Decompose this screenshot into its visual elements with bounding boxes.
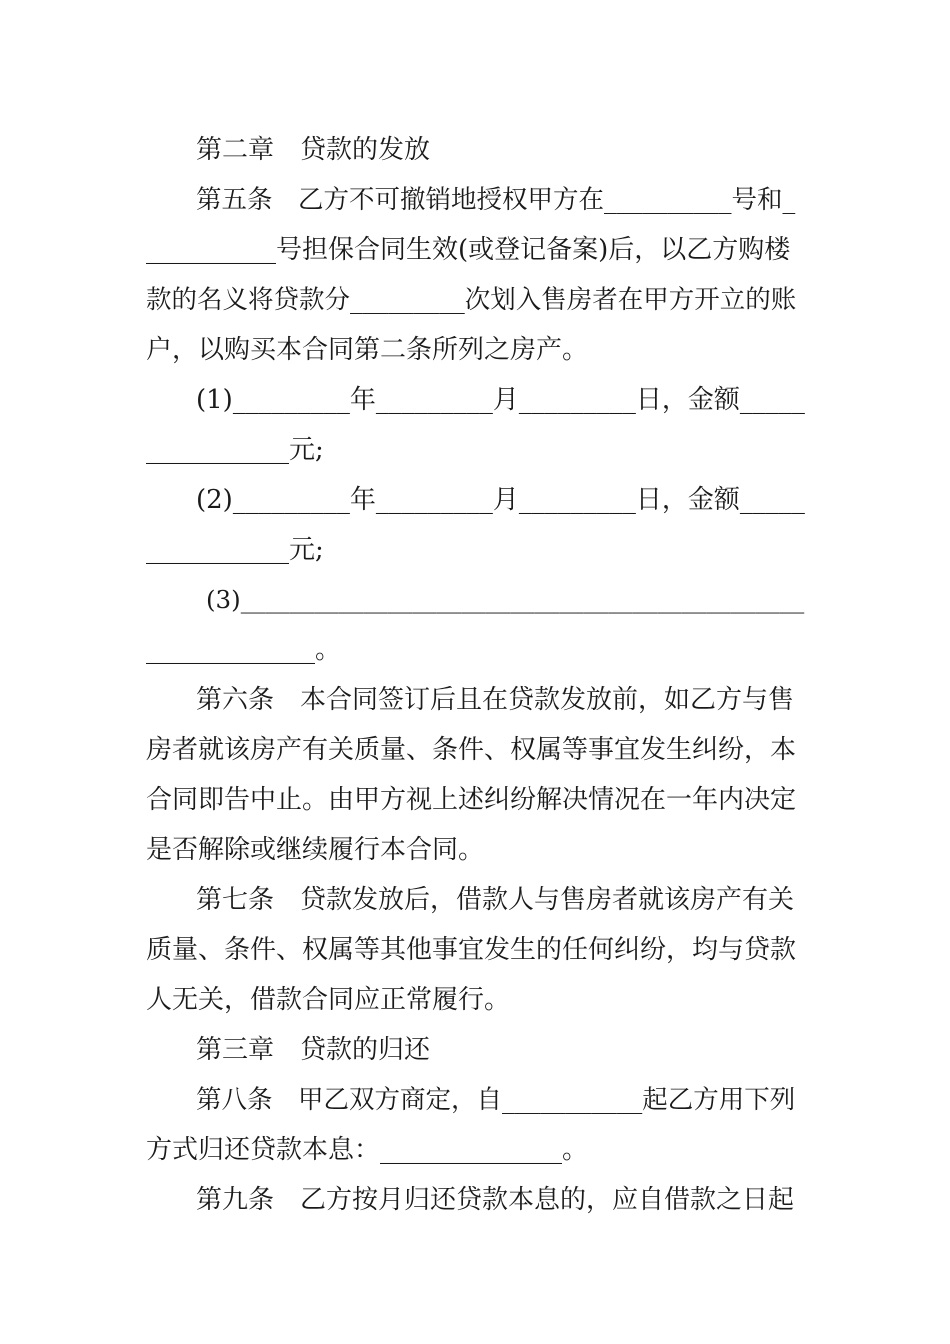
installment-3-line-1: (3)______________________________________________ <box>206 585 805 614</box>
article-6-line-2: 房者就该房产有关质量、条件、权属等事宜发生纠纷，本 <box>146 735 797 765</box>
article-5-line-2: __________号担保合同生效(或登记备案)后，以乙方购楼 <box>146 235 791 265</box>
article-7-line-3: 人无关，借款合同应正常履行。 <box>146 985 511 1015</box>
article-9-line-1: 第九条 乙方按月归还贷款本息的，应自借款之日起 <box>196 1185 795 1215</box>
chapter-3-heading: 第三章 贷款的归还 <box>196 1035 431 1065</box>
installment-2-line-1: (2)_________年_________月_________日，金额_____ <box>196 485 805 515</box>
article-5-line-4: 户，以购买本合同第二条所列之房产。 <box>146 335 589 365</box>
installment-1-line-2: ___________元; <box>146 435 324 465</box>
article-5-line-1: 第五条 乙方不可撤销地授权甲方在__________号和_ <box>196 185 796 215</box>
article-6-line-4: 是否解除或继续履行本合同。 <box>146 835 485 865</box>
article-8-line-1: 第八条 甲乙双方商定，自___________起乙方用下列 <box>196 1085 796 1115</box>
article-5-line-3: 款的名义将贷款分_________次划入售房者在甲方开立的账 <box>146 285 797 315</box>
article-8-line-2: 方式归还贷款本息：______________。 <box>146 1135 589 1165</box>
chapter-2-heading: 第二章 贷款的发放 <box>196 135 431 165</box>
article-6-line-3: 合同即告中止。由甲方视上述纠纷解决情况在一年内决定 <box>146 785 797 815</box>
article-6-line-1: 第六条 本合同签订后且在贷款发放前，如乙方与售 <box>196 685 795 715</box>
article-7-line-2: 质量、条件、权属等其他事宜发生的任何纠纷，均与贷款 <box>146 935 797 965</box>
installment-1-line-1: (1)_________年_________月_________日，金额_____ <box>196 385 805 415</box>
article-7-line-1: 第七条 贷款发放后，借款人与售房者就该房产有关 <box>196 885 795 915</box>
installment-2-line-2: ___________元; <box>146 535 324 565</box>
installment-3-line-2: _____________。 <box>146 635 342 665</box>
